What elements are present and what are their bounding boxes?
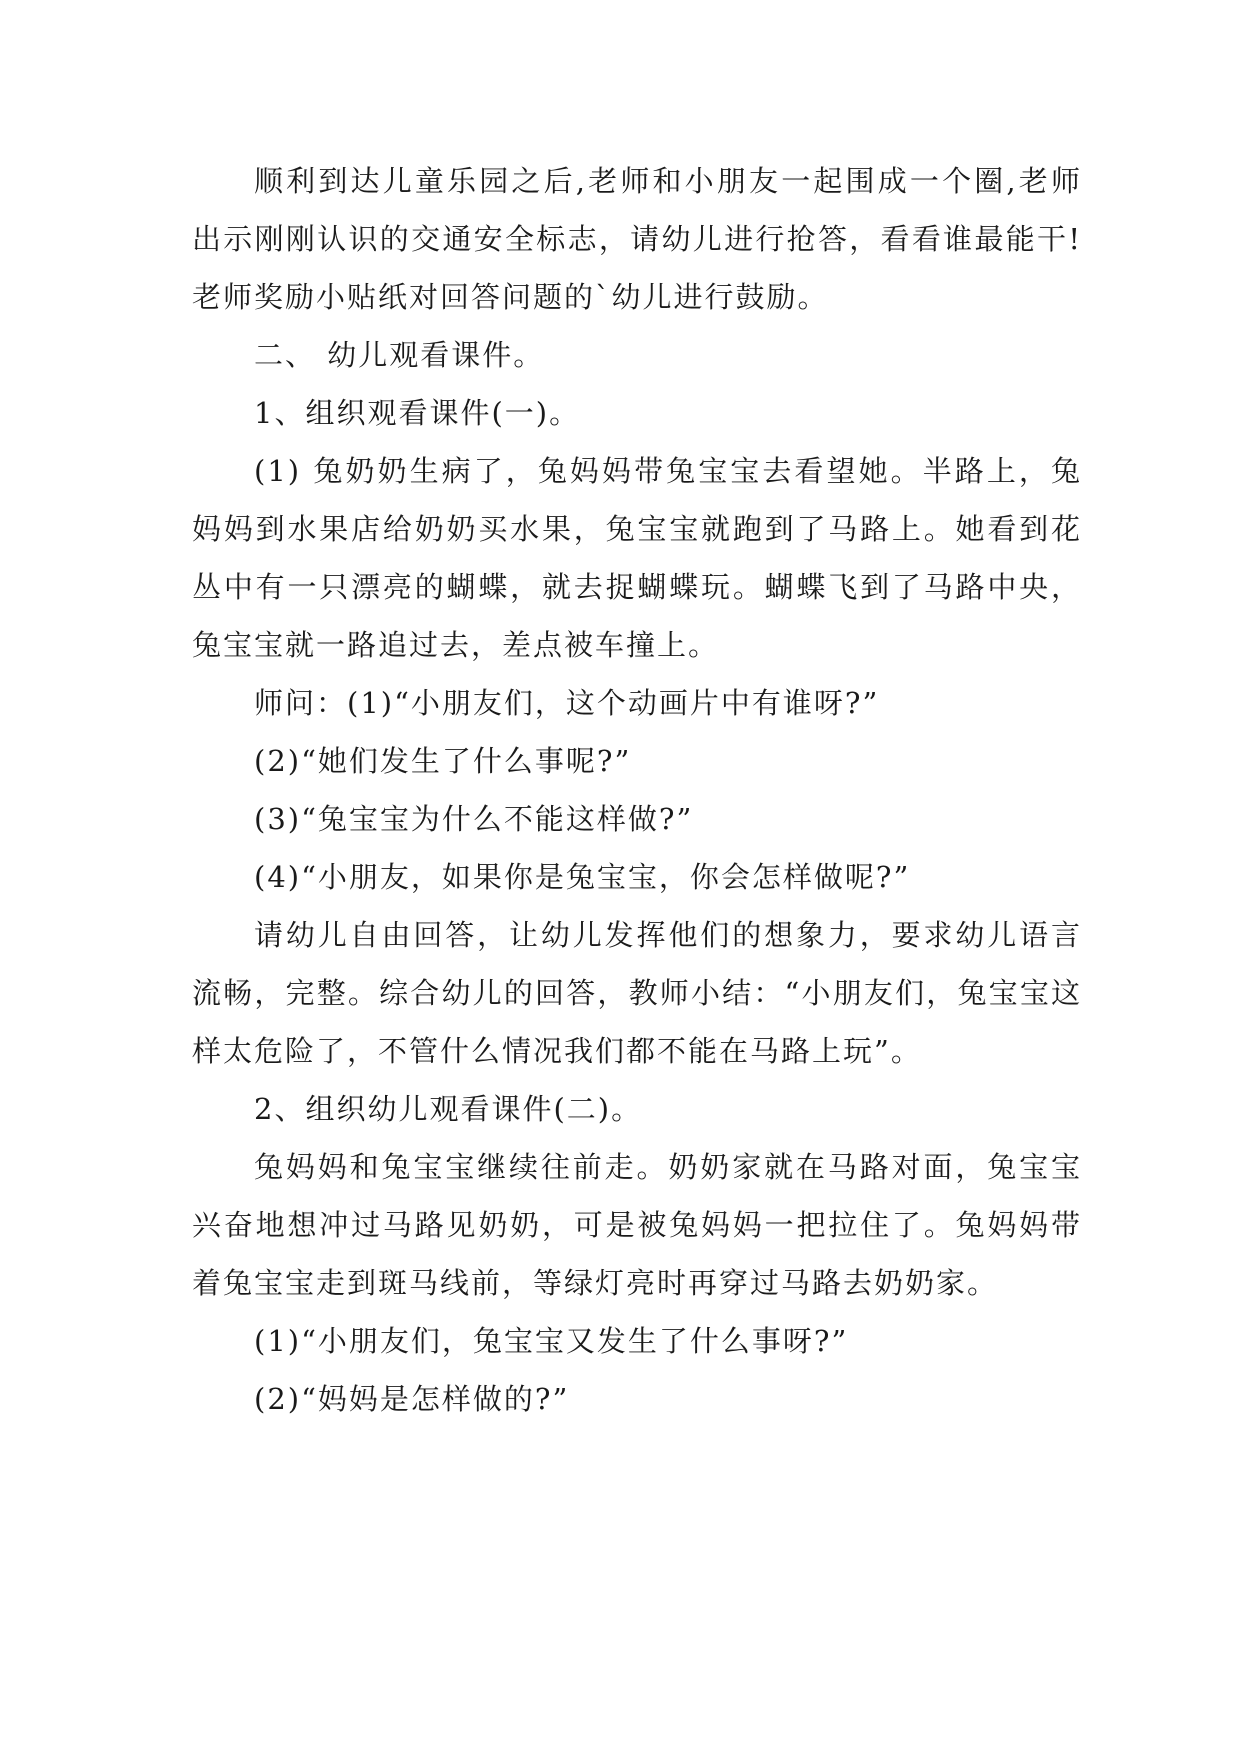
question-1: 师问：(1)“小朋友们，这个动画片中有谁呀?” xyxy=(254,686,880,720)
paragraph-arrival: 顺利到达儿童乐园之后,老师和小朋友一起围成一个圈,老师出示刚刚认识的交通安全标志，请幼儿进行抢答，看看谁最能干!老师奖励小贴纸对回答问题的`幼儿进行鼓励。 xyxy=(192,164,1082,314)
question-6: (2)“妈妈是怎样做的?” xyxy=(254,1382,570,1416)
question-5: (1)“小朋友们，兔宝宝又发生了什么事呀?” xyxy=(254,1324,849,1358)
paragraph-summary: 请幼儿自由回答，让幼儿发挥他们的想象力，要求幼儿语言流畅，完整。综合幼儿的回答，教师小结：“小朋友们，兔宝宝这样太危险了，不管什么情况我们都不能在马路上玩”。 xyxy=(192,918,1082,1068)
paragraph-story-2: 兔妈妈和兔宝宝继续往前走。奶奶家就在马路对面，兔宝宝兴奋地想冲过马路见奶奶，可是被兔妈妈一把拉住了。兔妈妈带着兔宝宝走到斑马线前，等绿灯亮时再穿过马路去奶奶家。 xyxy=(192,1150,1082,1300)
question-2: (2)“她们发生了什么事呢?” xyxy=(254,744,632,778)
section-heading-watch-courseware: 二、 幼儿观看课件。 xyxy=(254,338,545,372)
question-4: (4)“小朋友，如果你是兔宝宝，你会怎样做呢?” xyxy=(254,860,911,894)
paragraph-story-1: (1) 兔奶奶生病了，兔妈妈带兔宝宝去看望她。半路上，兔妈妈到水果店给奶奶买水果，兔宝宝就跑到了马路上。她看到花丛中有一只漂亮的蝴蝶，就去捉蝴蝶玩。蝴蝶飞到了马路中央，兔宝宝就一路追过去，差点被车撞上。 xyxy=(192,454,1082,662)
subheading-courseware-2: 2、组织幼儿观看课件(二)。 xyxy=(254,1092,643,1126)
document-body xyxy=(192,152,1082,1428)
question-3: (3)“兔宝宝为什么不能这样做?” xyxy=(254,802,694,836)
subheading-courseware-1: 1、组织观看课件(一)。 xyxy=(254,396,581,430)
